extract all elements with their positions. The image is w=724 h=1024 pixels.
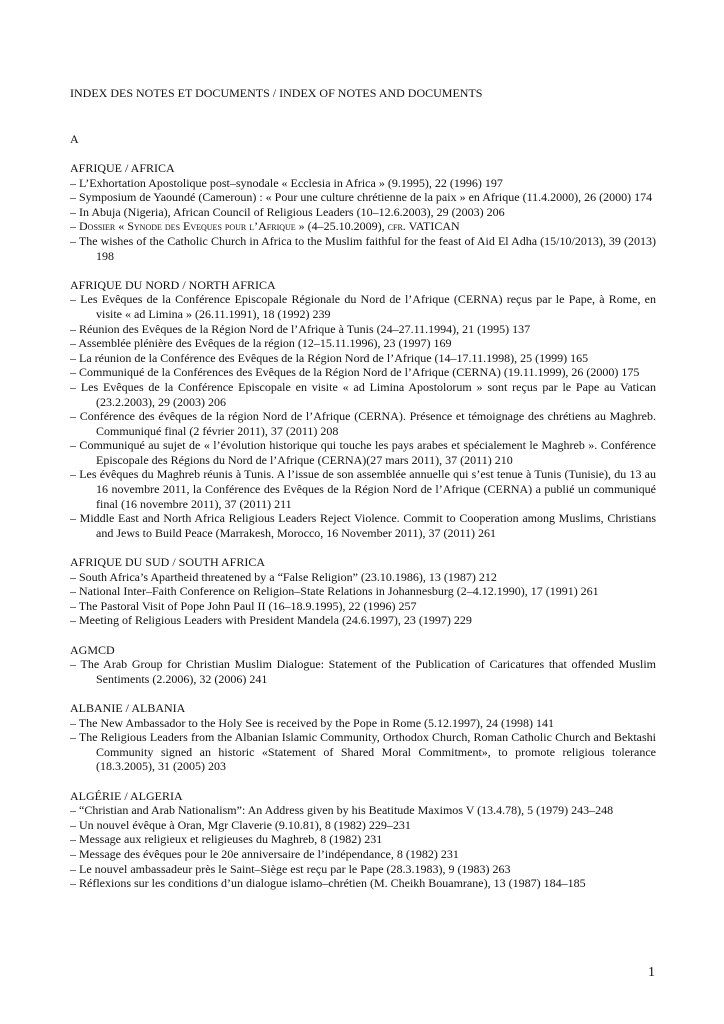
index-entry: – Un nouvel évêque à Oran, Mgr Claverie (9.10.81), 8 (1982) 229–231 [70, 817, 411, 832]
index-entry: – Les évêques du Maghreb réunis à Tunis. A l’issue de son assemblée annuelle qui s’est tenue à Tunis (Tunisie), du 13 au 16 novembre 2011, la Conférence des Evêques de la Région Nord de l’Afrique (CERNA) a publié un communiqué final (16 novembre 2011), 37 (2011) 211 [70, 467, 656, 511]
page-number: 1 [648, 965, 655, 980]
index-entry: – The Pastoral Visit of Pope John Paul II (16–18.9.1995), 22 (1996) 257 [70, 598, 417, 613]
section-heading: ALBANIE / ALBANIA [70, 700, 186, 715]
index-entry: – Le nouvel ambassadeur près le Saint–Siège est reçu par le Pape (28.3.1983), 9 (1983) 263 [70, 861, 511, 876]
index-entry: – Dossier « Synode des Eveques pour l’Afrique » (4–25.10.2009), cfr. VATICAN [70, 219, 460, 234]
index-entry: – South Africa’s Apartheid threatened by a “False Religion” (23.10.1986), 13 (1987) 212 [70, 569, 497, 584]
index-section [70, 555, 656, 628]
index-entry: – Communiqué au sujet de « l’évolution historique qui touche les pays arabes et spécialement le Maghreb ». Conférence Episcopale des Régions du Nord de l’Afrique (CERNA)(27 mars 2011), 37 (2011) 210 [70, 438, 656, 467]
index-section [70, 643, 656, 687]
index-entry: – The Religious Leaders from the Albanian Islamic Community, Orthodox Church, Roman Catholic Church and Bektashi Community signed an historic «Statement of Shared Moral Commitment», to promote religious tolerance (18.3.2005), 31 (2005) 203 [70, 730, 656, 774]
index-entry: – “Christian and Arab Nationalism”: An Address given by his Beatitude Maximos V (13.4.78), 5 (1979) 243–248 [70, 803, 614, 818]
index-entry: – Réunion des Evêques de la Région Nord de l’Afrique à Tunis (24–27.11.1994), 21 (1995) 137 [70, 321, 531, 336]
index-section [70, 278, 656, 541]
index-section [70, 161, 656, 263]
index-section [70, 789, 656, 891]
section-heading: AFRIQUE DU NORD / NORTH AFRICA [70, 277, 276, 292]
index-entry: – L’Exhortation Apostolique post–synodale « Ecclesia in Africa » (9.1995), 22 (1996) 197 [70, 175, 503, 190]
index-entry: – La réunion de la Conférence des Evêques de la Région Nord de l’Afrique (14–17.11.1998), 25 (1999) 165 [70, 350, 589, 365]
index-entry: – Communiqué de la Conférences des Evêques de la Région Nord de l’Afrique (CERNA) (19.11.1999), 26 (2000) 175 [70, 365, 640, 380]
index-entry: – Middle East and North Africa Religious Leaders Reject Violence. Commit to Cooperation among Muslims, Christians and Jews to Build Peace (Marrakesh, Morocco, 16 November 2011), 37 (2011) 261 [70, 511, 656, 540]
index-entry: – Les Evêques de la Conférence Episcopale en visite « ad Limina Apostolorum » sont reçus par le Pape au Vatican (23.2.2003), 29 (2003) 206 [70, 379, 656, 409]
index-entry: – Réflexions sur les conditions d’un dialogue islamo–chrétien (M. Cheikh Bouamrane), 13 (1987) 184–185 [70, 876, 586, 891]
index-letter: A [70, 132, 79, 146]
index-entry: – Symposium de Yaoundé (Cameroun) : « Pour une culture chrétienne de la paix » en Afrique (11.4.2000), 26 (2000) 174 [70, 190, 653, 205]
section-heading: ALGÉRIE / ALGERIA [70, 788, 183, 803]
index-entry: – In Abuja (Nigeria), African Council of Religious Leaders (10–12.6.2003), 29 (2003) 206 [70, 204, 505, 219]
section-heading: AFRIQUE / AFRICA [70, 161, 175, 175]
page-title: INDEX DES NOTES ET DOCUMENTS / INDEX OF NOTES AND DOCUMENTS [70, 86, 483, 100]
index-entry: – Conférence des évêques de la région Nord de l’Afrique (CERNA). Présence et témoignage des chrétiens au Maghreb. Communiqué final (2 février 2011), 37 (2011) 208 [70, 409, 656, 438]
index-entry: – Assemblée plénière des Evêques de la région (12–15.11.1996), 23 (1997) 169 [70, 336, 452, 351]
index-entry: – Message aux religieux et religieuses du Maghreb, 8 (1982) 231 [70, 832, 383, 847]
index-entry: – The New Ambassador to the Holy See is received by the Pope in Rome (5.12.1997), 24 (1998) 141 [70, 715, 555, 730]
index-entry: – The Arab Group for Christian Muslim Dialogue: Statement of the Publication of Caricatures that offended Muslim Sentiments (2.2006), 32 (2006) 241 [70, 657, 656, 686]
index-entry: – Message des évêques pour le 20e anniversaire de l’indépendance, 8 (1982) 231 [70, 846, 459, 861]
index-entry: – National Inter–Faith Conference on Religion–State Relations in Johannesburg (2–4.12.1990), 17 (1991) 261 [70, 584, 599, 599]
section-heading: AGMCD [70, 642, 115, 657]
index-content [70, 161, 656, 905]
index-entry: – Meeting of Religious Leaders with President Mandela (24.6.1997), 23 (1997) 229 [70, 613, 472, 628]
index-entry: – Les Evêques de la Conférence Episcopale Régionale du Nord de l’Afrique (CERNA) reçus par le Pape, à Rome, en visite « ad Limina » (26.11.1991), 18 (1992) 239 [70, 292, 656, 321]
section-heading: AFRIQUE DU SUD / SOUTH AFRICA [70, 555, 266, 570]
index-section [70, 701, 656, 774]
index-entry: – The wishes of the Catholic Church in Africa to the Muslim faithful for the feast of Aid El Adha (15/10/2013), 39 (2013) 198 [70, 233, 656, 263]
